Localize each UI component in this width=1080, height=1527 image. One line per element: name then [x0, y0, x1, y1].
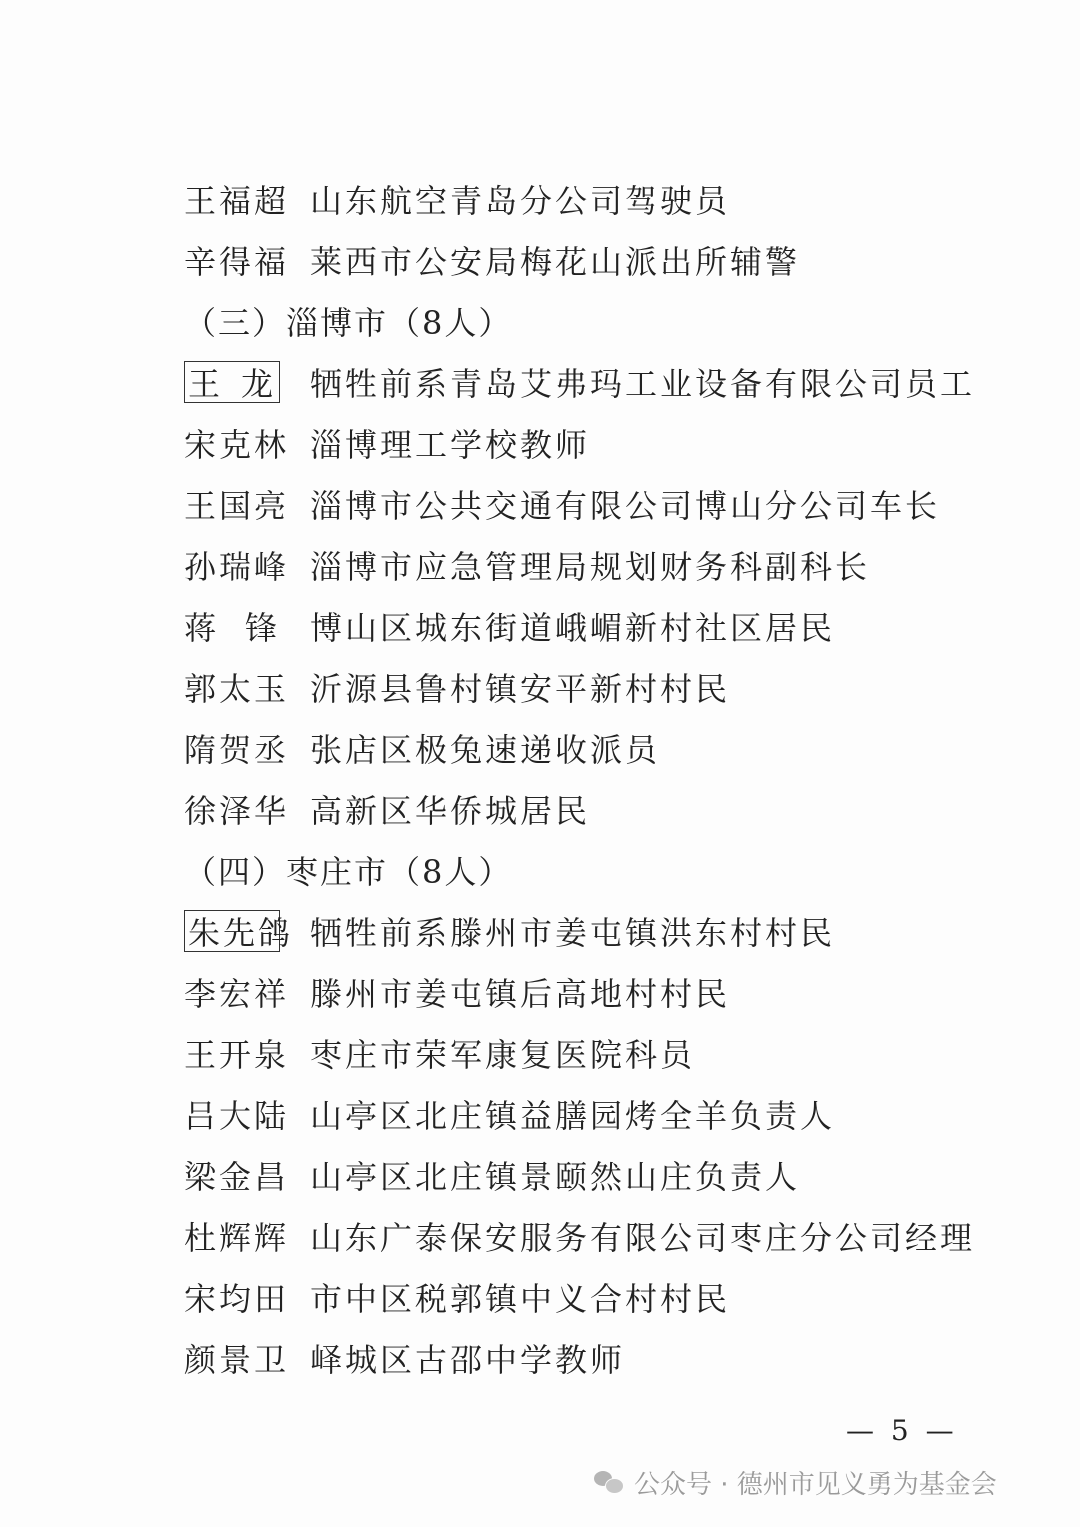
name-char: 朱 [188, 913, 224, 952]
name-char: 瑞 [219, 547, 255, 586]
name-char: 吕 [184, 1096, 220, 1135]
name-char: 金 [219, 1157, 255, 1196]
name-char: 福 [219, 181, 255, 220]
honoree-row [184, 229, 1024, 290]
name-char: 国 [219, 486, 255, 525]
honoree-description: 滕州市姜屯镇后高地村村民 [310, 974, 731, 1013]
honoree-name [184, 237, 290, 283]
name-char: 亮 [254, 486, 290, 525]
honoree-description: 山东航空青岛分公司驾驶员 [310, 181, 731, 220]
honoree-description: 淄博市公共交通有限公司博山分公司车长 [310, 486, 941, 525]
honoree-row [184, 778, 1024, 839]
honoree-row [184, 717, 1024, 778]
honoree-row [184, 961, 1024, 1022]
name-char: 华 [254, 791, 290, 830]
name-char: 昌 [254, 1157, 290, 1196]
honoree-name [184, 1091, 290, 1137]
honoree-description: 莱西市公安局梅花山派出所辅警 [310, 242, 801, 281]
honoree-row [184, 1083, 1024, 1144]
honoree-description: 淄博理工学校教师 [310, 425, 591, 464]
name-char: 鸽 [258, 913, 294, 952]
honoree-name-boxed [184, 910, 294, 952]
honoree-description: 峄城区古邵中学教师 [310, 1340, 626, 1379]
honoree-row [184, 473, 1024, 534]
name-char: 辉 [254, 1218, 290, 1257]
honoree-description: 山亭区北庄镇景颐然山庄负责人 [310, 1157, 801, 1196]
name-char: 玉 [254, 669, 290, 708]
honoree-name [184, 603, 280, 649]
honoree-name-boxed [184, 361, 280, 403]
honoree-row [184, 1144, 1024, 1205]
name-char: 王 [184, 181, 220, 220]
honoree-name [184, 664, 290, 710]
name-char: 颜 [184, 1340, 220, 1379]
honoree-description: 山东广泰保安服务有限公司枣庄分公司经理 [310, 1218, 976, 1257]
name-char: 隋 [184, 730, 220, 769]
name-char: 辉 [219, 1218, 255, 1257]
honoree-description: 市中区税郭镇中义合村村民 [310, 1279, 731, 1318]
honoree-name [184, 786, 290, 832]
name-char: 大 [219, 1096, 255, 1135]
name-char: 克 [219, 425, 255, 464]
name-char: 太 [219, 669, 255, 708]
honoree-row [184, 656, 1024, 717]
name-char: 王 [188, 364, 224, 403]
section-heading: （三）淄博市（8人） [184, 303, 513, 342]
honoree-list [184, 168, 1024, 1388]
honoree-name [184, 1213, 290, 1259]
section-heading: （四）枣庄市（8人） [184, 852, 513, 891]
name-char: 王 [184, 486, 220, 525]
name-char: 李 [184, 974, 220, 1013]
name-char: 丞 [254, 730, 290, 769]
name-char: 宋 [184, 425, 220, 464]
name-char: 锋 [244, 608, 280, 647]
name-char: 王 [184, 1035, 220, 1074]
honoree-description: 枣庄市荣军康复医院科员 [310, 1035, 696, 1074]
honoree-row [184, 412, 1024, 473]
honoree-description: 牺牲前系滕州市姜屯镇洪东村村民 [310, 913, 836, 952]
name-char: 祥 [254, 974, 290, 1013]
name-char: 先 [223, 913, 259, 952]
name-char: 卫 [254, 1340, 290, 1379]
honoree-name [184, 1030, 290, 1076]
honoree-row [184, 1022, 1024, 1083]
honoree-row [184, 595, 1024, 656]
honoree-row [184, 1327, 1024, 1388]
watermark-text: 公众号 · 德州市见义勇为基金会 [634, 1469, 997, 1500]
honoree-name [184, 542, 290, 588]
honoree-description: 张店区极兔速递收派员 [310, 730, 661, 769]
honoree-row [184, 534, 1024, 595]
honoree-description: 淄博市应急管理局规划财务科副科长 [310, 547, 871, 586]
wechat-icon [594, 1469, 624, 1495]
honoree-name [184, 725, 290, 771]
honoree-description: 高新区华侨城居民 [310, 791, 591, 830]
name-char: 均 [219, 1279, 255, 1318]
honoree-description: 博山区城东街道峨嵋新村社区居民 [310, 608, 836, 647]
name-char: 超 [254, 181, 290, 220]
honoree-name [184, 420, 290, 466]
name-char: 开 [219, 1035, 255, 1074]
honoree-description: 沂源县鲁村镇安平新村村民 [310, 669, 731, 708]
name-char: 贺 [219, 730, 255, 769]
name-char: 陆 [254, 1096, 290, 1135]
name-char: 宋 [184, 1279, 220, 1318]
name-char: 福 [254, 242, 290, 281]
honoree-description: 山亭区北庄镇益膳园烤全羊负责人 [310, 1096, 836, 1135]
name-char: 梁 [184, 1157, 220, 1196]
honoree-row [184, 168, 1024, 229]
name-char: 泉 [254, 1035, 290, 1074]
honoree-name [184, 1152, 290, 1198]
name-char: 辛 [184, 242, 220, 281]
name-char: 景 [219, 1340, 255, 1379]
honoree-row [184, 900, 1024, 961]
name-char: 蒋 [184, 608, 220, 647]
honoree-name [184, 1335, 290, 1381]
name-char: 杜 [184, 1218, 220, 1257]
name-char: 宏 [219, 974, 255, 1013]
name-char: 林 [254, 425, 290, 464]
name-char: 徐 [184, 791, 220, 830]
honoree-row [184, 1266, 1024, 1327]
honoree-name [184, 1274, 290, 1320]
name-char: 泽 [219, 791, 255, 830]
name-char: 田 [254, 1279, 290, 1318]
page-number: — 5 — [846, 1414, 958, 1447]
name-char: 峰 [254, 547, 290, 586]
honoree-name [184, 481, 290, 527]
honoree-name [184, 969, 290, 1015]
watermark [594, 1462, 997, 1502]
name-char: 郭 [184, 669, 220, 708]
honoree-row [184, 1205, 1024, 1266]
name-char: 孙 [184, 547, 220, 586]
name-char: 得 [219, 242, 255, 281]
honoree-row [184, 351, 1024, 412]
honoree-name [184, 176, 290, 222]
honoree-description: 牺牲前系青岛艾弗玛工业设备有限公司员工 [310, 364, 976, 403]
name-char: 龙 [240, 364, 276, 403]
